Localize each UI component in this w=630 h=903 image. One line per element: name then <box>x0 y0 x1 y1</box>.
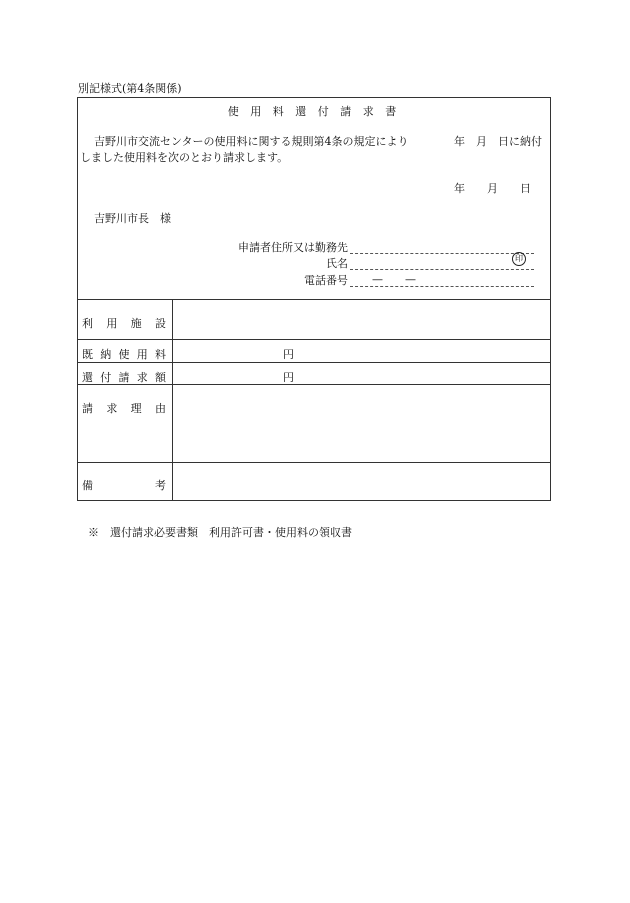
row-label-char: 額 <box>155 371 166 384</box>
applicant-address-label: 申請者住所又は勤務先 <box>238 241 348 254</box>
row-label-char: 納 <box>100 348 112 361</box>
paid-fee-unit: 円 <box>283 348 294 361</box>
payment-date-text: 年 月 日に納付 <box>454 135 542 148</box>
row-label-char: 付 <box>100 371 112 384</box>
row-label-char: 還 <box>82 371 93 384</box>
row-label-char: 使 <box>118 348 130 361</box>
row-label-char: 考 <box>155 479 166 492</box>
row-label-char: 由 <box>154 402 166 415</box>
body-text-line-1: 吉野川市交流センターの使用料に関する規則第4条の規定により <box>94 135 409 148</box>
row-label-char: 用 <box>136 348 148 361</box>
form-title: 使 用 料 還 付 請 求 書 <box>227 105 401 118</box>
row-label-char: 求 <box>136 371 148 384</box>
row-label-char: 用 <box>106 317 118 330</box>
refund-amount-unit: 円 <box>283 371 294 384</box>
name-field-line[interactable] <box>350 269 534 270</box>
applicant-phone-label: 電話番号 <box>304 274 348 287</box>
row-label-char: 備 <box>82 479 93 492</box>
row-label-reason <box>82 400 166 416</box>
row-label-char: 求 <box>106 402 118 415</box>
applicant-name-label: 氏名 <box>326 257 348 270</box>
phone-separators: — — <box>372 273 416 286</box>
row-label-char: 料 <box>155 348 166 361</box>
row-label-refund-amount <box>82 369 166 385</box>
row-label-facility <box>82 315 166 331</box>
row-label-char: 利 <box>82 317 93 330</box>
address-field-line[interactable] <box>350 253 534 254</box>
row-label-char: 請 <box>118 371 130 384</box>
row-label-paid-fee <box>82 346 166 362</box>
phone-field-line[interactable] <box>350 286 534 287</box>
row-label-remarks <box>82 477 166 493</box>
row-label-char: 施 <box>130 317 142 330</box>
application-date: 年 月 日 <box>454 182 531 195</box>
facility-input[interactable] <box>173 300 551 338</box>
reason-input[interactable] <box>173 385 551 461</box>
required-documents-note: ※ 還付請求必要書類 利用許可書・使用料の領収書 <box>88 526 352 539</box>
row-label-char: 設 <box>154 317 166 330</box>
row-label-char: 既 <box>82 348 93 361</box>
remarks-input[interactable] <box>173 463 551 500</box>
seal-mark-icon: 印 <box>512 252 526 266</box>
refund-request-form <box>77 97 551 501</box>
form-label: 別記様式(第4条関係) <box>78 82 182 95</box>
body-text-line-2: しました使用料を次のとおり請求します。 <box>80 151 289 164</box>
row-label-char: 理 <box>130 402 142 415</box>
addressee: 吉野川市長 様 <box>94 212 171 225</box>
row-label-char: 請 <box>82 402 93 415</box>
